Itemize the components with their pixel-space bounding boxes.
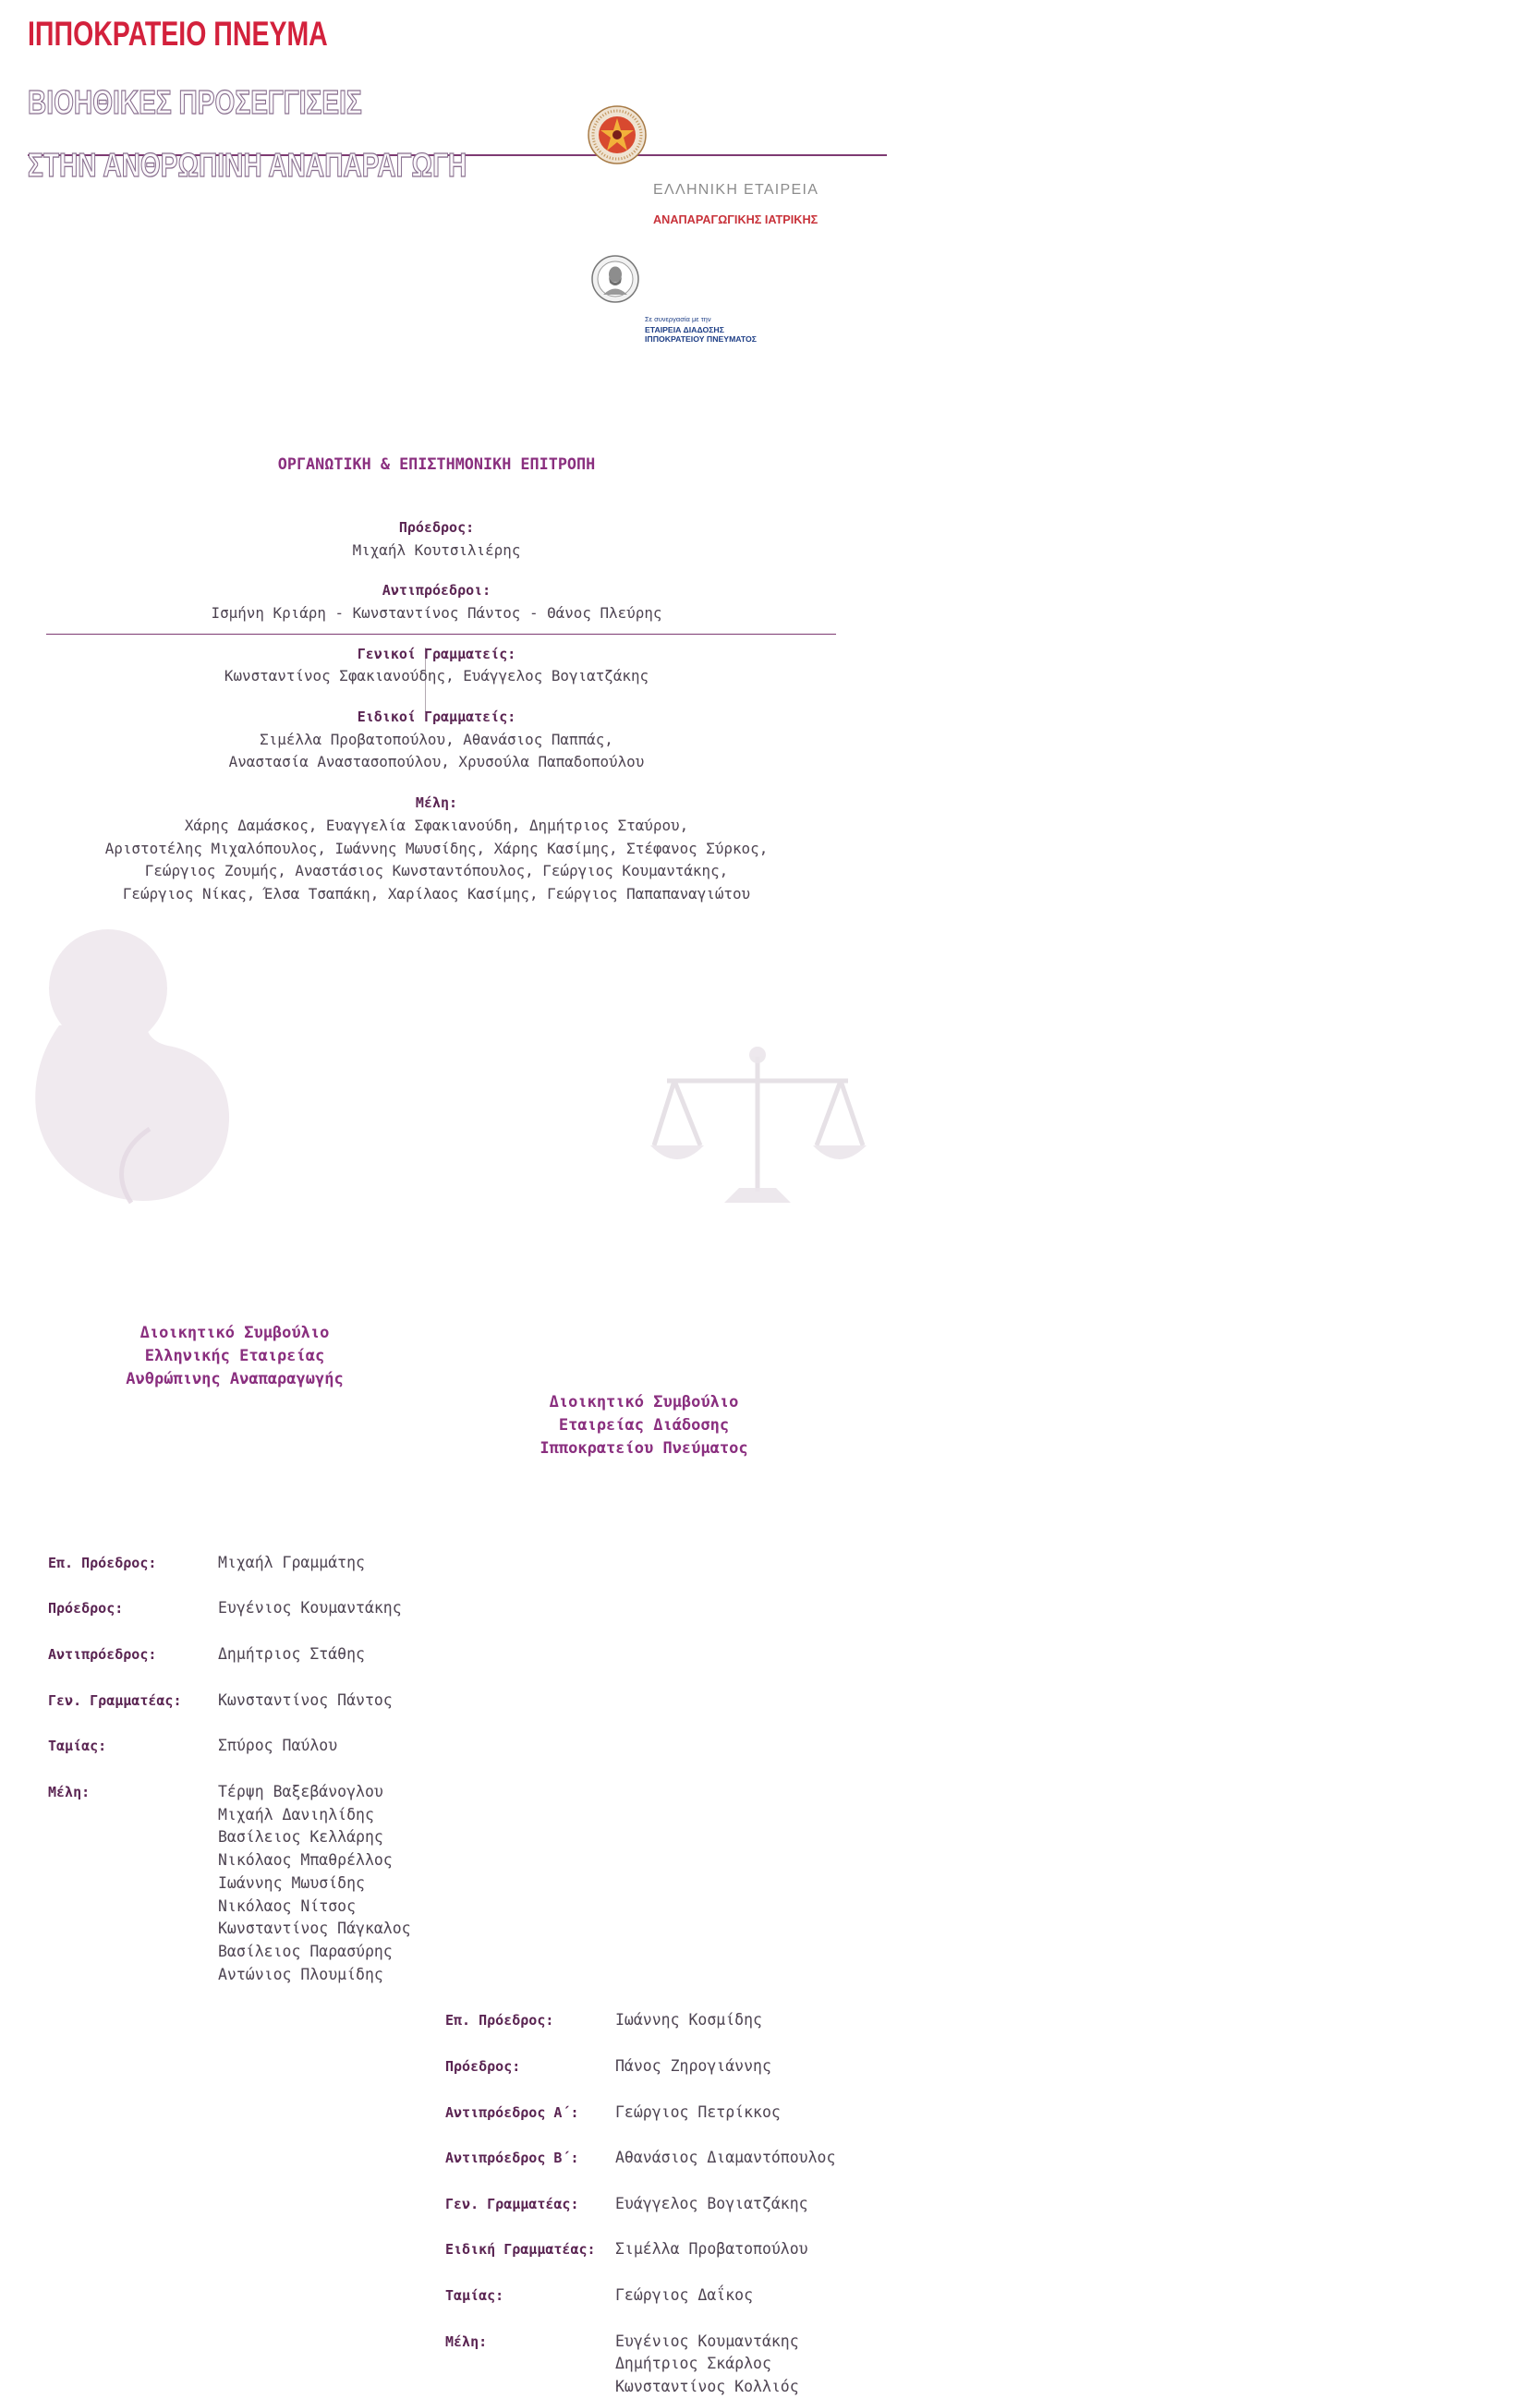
hippocrates-bust-icon xyxy=(591,255,639,303)
partner-name-line-1: ΕΤΑΙΡΕΙΑ ΔΙΑΔΟΣΗΣ xyxy=(645,324,724,334)
board-member-name: Ευγένιος Κουμαντάκης xyxy=(218,1599,402,1618)
committee-group-general-secretaries xyxy=(0,643,873,689)
board-heading-line: Εταιρείας Διάδοσης xyxy=(558,1415,730,1435)
committee-names: Αναστασία Αναστασοπούλου, Χρυσούλα Παπαδοπούλου xyxy=(228,753,645,771)
committee-group-members xyxy=(0,792,873,906)
board-row xyxy=(445,2102,870,2125)
board-member-name: Κωνσταντίνος Πάγκαλος xyxy=(218,1920,411,1938)
page-subtitle-line-1: ΒΙΟΗΘΙΚΕΣ ΠΡΟΣΕΓΓΙΣΕΙΣ xyxy=(28,83,362,121)
board-member-name: Βασίλειος Κελλάρης xyxy=(218,1828,383,1847)
board-member-name: Δημήτριος Στάθης xyxy=(218,1644,365,1663)
board-row xyxy=(445,2009,870,2032)
committee-role-label: Μέλη: xyxy=(415,794,458,812)
board-role-label: Γεν. Γραμματέας: xyxy=(445,2195,579,2212)
board-member-names xyxy=(615,2193,808,2216)
board-row xyxy=(445,2193,870,2216)
board-left-roster xyxy=(48,1552,418,1987)
partner-name-line-2: ΙΠΠΟΚΡΑΤΕΙΟΥ ΠΝΕΥΜΑΤΟΣ xyxy=(645,334,757,344)
board-role-label: Ειδική Γραμματέας: xyxy=(445,2241,596,2259)
committee-role-label: Ειδικοί Γραμματείς: xyxy=(357,708,516,725)
society-name-line-1: ΕΛΛΗΝΙΚΗ ΕΤΑΙΡΕΙΑ xyxy=(653,182,819,198)
board-member-name: Νικόλαος Νίτσος xyxy=(218,1896,357,1915)
society-seal-icon xyxy=(588,105,647,164)
board-role-label: Μέλη: xyxy=(445,2332,488,2350)
board-row xyxy=(445,2284,870,2308)
board-row xyxy=(48,1781,418,1987)
society-name-line-2: ΑΝΑΠΑΡΑΓΩΓΙΚΗΣ ΙΑΤΡΙΚΗΣ xyxy=(653,213,819,226)
board-role-label: Επ. Πρόεδρος: xyxy=(48,1554,157,1571)
board-heading-line: Διοικητικό Συμβούλιο xyxy=(549,1392,739,1412)
scales-of-justice-icon xyxy=(647,1044,868,1215)
committee-list xyxy=(0,516,873,906)
board-member-name: Ιωάννης Μωυσίδης xyxy=(218,1873,365,1892)
committee-group-vice-presidents xyxy=(0,579,873,625)
board-heading-left xyxy=(46,1322,423,1391)
board-member-name: Γεώργιος Δαΐκος xyxy=(615,2285,754,2304)
board-role-label: Αντιπρόεδρος Α΄: xyxy=(445,2103,579,2121)
board-heading-line: Ιπποκρατείου Πνεύματος xyxy=(540,1438,748,1458)
board-row xyxy=(445,2055,870,2078)
board-heading-line: Ελληνικής Εταιρείας xyxy=(144,1346,325,1365)
board-member-names xyxy=(615,2284,753,2308)
committee-role-label: Πρόεδρος: xyxy=(398,519,475,537)
board-role-label: Μέλη: xyxy=(48,1783,91,1800)
board-member-names xyxy=(218,1552,365,1575)
board-member-names xyxy=(615,2055,771,2078)
board-member-name: Σιμέλλα Προβατοπούλου xyxy=(615,2240,808,2259)
board-role-label: Επ. Πρόεδρος: xyxy=(445,2012,554,2029)
committee-group-president xyxy=(0,516,873,563)
board-row xyxy=(445,2331,870,2399)
board-role-label: Ταμίας: xyxy=(445,2286,504,2304)
committee-role-label: Αντιπρόεδροι: xyxy=(382,582,491,600)
board-role-label: Ταμίας: xyxy=(48,1738,107,1755)
board-row xyxy=(445,2238,870,2261)
board-member-name: Βασίλειος Παρασύρης xyxy=(218,1943,393,1960)
committee-names: Γεώργιος Ζουμής, Αναστάσιος Κωνσταντόπουλος, Γεώργιος Κουμαντάκης, xyxy=(144,862,729,880)
board-role-label: Αντιπρόεδρος Β΄: xyxy=(445,2150,579,2167)
board-member-name: Ιωάννης Κοσμίδης xyxy=(615,2011,762,2029)
board-member-name: Δημήτριος Σκάρλος xyxy=(615,2355,771,2373)
board-row xyxy=(48,1643,418,1666)
board-member-names xyxy=(218,1735,337,1758)
board-heading-right xyxy=(453,1391,835,1460)
board-member-name: Σπύρος Παύλου xyxy=(218,1737,338,1755)
board-member-name: Αντώνιος Πλουμίδης xyxy=(218,1965,383,1983)
board-row xyxy=(48,1597,418,1620)
board-member-name: Μιχαήλ Γραμμάτης xyxy=(218,1553,365,1571)
board-role-label: Γεν. Γραμματέας: xyxy=(48,1691,182,1709)
board-role-label: Πρόεδρος: xyxy=(48,1600,124,1618)
committee-names: Σιμέλλα Προβατοπούλου, Αθανάσιος Παππάς, xyxy=(260,730,613,748)
board-member-names xyxy=(615,2238,808,2261)
committee-role-label: Γενικοί Γραμματείς: xyxy=(357,645,516,662)
board-role-label: Αντιπρόεδρος: xyxy=(48,1645,157,1663)
page-title: ΙΠΠΟΚΡΑΤΕΙΟ ΠΝΕΥΜΑ xyxy=(28,15,328,53)
committee-group-special-secretaries xyxy=(0,706,873,774)
committee-names: Ισμήνη Κριάρη - Κωνσταντίνος Πάντος - Θάνος Πλεύρης xyxy=(211,604,662,623)
board-member-name: Κωνσταντίνος Πάντος xyxy=(218,1690,393,1709)
board-member-names xyxy=(218,1690,393,1713)
board-member-names xyxy=(615,2102,781,2125)
committee-names: Αριστοτέλης Μιχαλόπουλος, Ιωάννης Μωυσίδης, Χάρης Κασίμης, Στέφανος Σύρκος, xyxy=(104,839,769,857)
board-member-name: Πάνος Ζηρογιάννης xyxy=(615,2056,771,2075)
board-heading-line: Ανθρώπινης Αναπαραγωγής xyxy=(126,1369,344,1388)
board-member-name: Νικόλαος Μπαθρέλλος xyxy=(218,1851,393,1869)
board-row xyxy=(48,1735,418,1758)
board-member-name: Ευγένιος Κουμαντάκης xyxy=(615,2332,799,2350)
fetus-silhouette-icon xyxy=(11,916,251,1212)
page-subtitle-line-2: ΣΤΗΝ ΑΝΘΡΩΠΙΝΗ ΑΝΑΠΑΡΑΓΩΓΗ xyxy=(28,146,467,184)
board-member-names xyxy=(615,2331,799,2399)
committee-names: Μιχαήλ Κουτσιλιέρης xyxy=(352,540,521,559)
board-member-name: Μιχαήλ Δανιηλίδης xyxy=(218,1805,374,1823)
board-member-name: Αθανάσιος Διαμαντόπουλος xyxy=(615,2149,836,2167)
board-member-name: Ευάγγελος Βογιατζάκης xyxy=(615,2194,808,2212)
board-member-names xyxy=(218,1597,402,1620)
committee-names: Χάρης Δαμάσκος, Ευαγγελία Σφακιανούδη, Δημήτριος Σταύρου, xyxy=(184,816,689,834)
board-member-name: Γεώργιος Πετρίκκος xyxy=(615,2102,781,2121)
board-member-names xyxy=(615,2009,762,2032)
board-row xyxy=(445,2147,870,2170)
board-member-name: Τέρψη Βαξεβάνογλου xyxy=(218,1782,383,1800)
board-heading-line: Διοικητικό Συμβούλιο xyxy=(139,1323,330,1342)
board-member-name: Κωνσταντίνος Κολλιός xyxy=(615,2378,799,2395)
partner-intro: Σε συνεργασία με την xyxy=(645,315,711,323)
committee-names: Κωνσταντίνος Σφακιανούδης, Ευάγγελος Βογιατζάκης xyxy=(224,667,649,685)
board-row xyxy=(48,1552,418,1575)
partner-society-text xyxy=(645,315,1532,345)
board-row xyxy=(48,1690,418,1713)
board-right-roster xyxy=(445,2009,870,2398)
board-role-label: Πρόεδρος: xyxy=(445,2057,521,2075)
board-member-names xyxy=(218,1781,411,1987)
board-member-names xyxy=(218,1643,365,1666)
committee-title: ΟΡΓΑΝΩΤΙΚΗ & ΕΠΙΣΤΗΜΟΝΙΚΗ ΕΠΙΤΡΟΠΗ xyxy=(277,454,596,473)
committee-names: Γεώργιος Νίκας, Έλσα Τσαπάκη, Χαρίλαος Κασίμης, Γεώργιος Παπαπαναγιώτου xyxy=(122,885,751,903)
board-member-names xyxy=(615,2147,835,2170)
